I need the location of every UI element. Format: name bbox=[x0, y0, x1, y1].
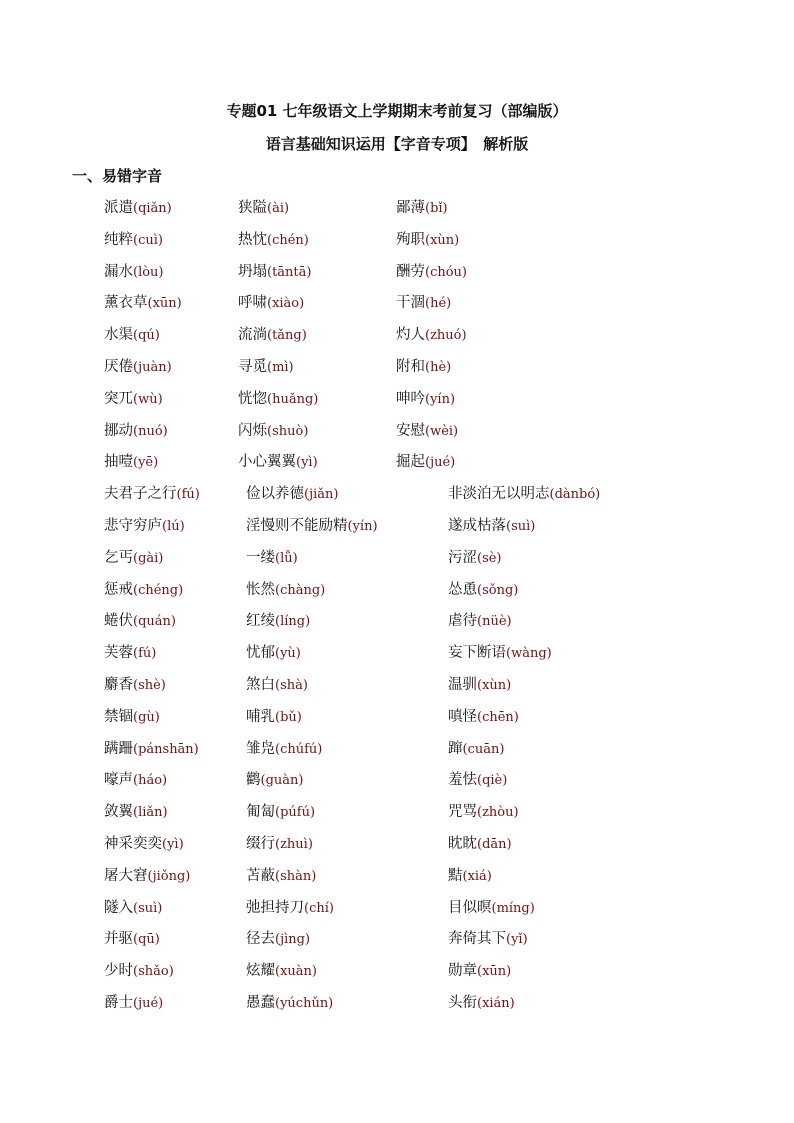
vocab-item bbox=[104, 323, 160, 344]
vocab-item bbox=[396, 355, 451, 376]
vocab-row bbox=[0, 228, 794, 260]
section-heading: 一、易错字音 bbox=[72, 167, 163, 185]
vocab-pinyin: (cuān) bbox=[462, 741, 505, 757]
vocab-row bbox=[0, 991, 794, 1023]
vocab-word: 附和 bbox=[396, 358, 425, 375]
vocab-pinyin: (yù) bbox=[275, 646, 301, 662]
vocab-item bbox=[448, 705, 519, 726]
vocab-pinyin: (gài) bbox=[133, 550, 164, 566]
vocab-pinyin: (lòu) bbox=[133, 264, 164, 280]
vocab-item bbox=[104, 291, 182, 312]
vocab-row bbox=[0, 387, 794, 419]
vocab-word: 黠 bbox=[448, 867, 463, 884]
vocab-item bbox=[396, 260, 467, 281]
vocab-pinyin: (wù) bbox=[133, 391, 163, 407]
vocab-word: 薰衣草 bbox=[104, 295, 148, 312]
vocab-word: 非淡泊无以明志 bbox=[448, 486, 550, 503]
vocab-word: 遂成枯落 bbox=[448, 517, 506, 534]
vocab-pinyin: (chóu) bbox=[425, 264, 467, 280]
vocab-word: 怅然 bbox=[246, 581, 275, 598]
vocab-row bbox=[0, 578, 794, 610]
vocab-row bbox=[0, 896, 794, 928]
vocab-item bbox=[238, 196, 289, 217]
vocab-item bbox=[104, 482, 200, 503]
vocab-word: 蹿 bbox=[448, 740, 463, 757]
vocab-pinyin: (yì) bbox=[296, 455, 318, 471]
vocab-pinyin: (lú) bbox=[162, 518, 185, 534]
vocab-item bbox=[246, 800, 315, 821]
vocab-word: 屠大窘 bbox=[104, 867, 148, 884]
vocab-word: 悲守穷庐 bbox=[104, 517, 162, 534]
vocab-pinyin: (yē) bbox=[133, 455, 159, 471]
vocab-word: 少时 bbox=[104, 963, 133, 980]
vocab-item bbox=[104, 991, 163, 1012]
vocab-item bbox=[448, 864, 492, 885]
vocab-item bbox=[448, 768, 507, 789]
vocab-pinyin: (xùn) bbox=[425, 232, 460, 248]
vocab-item bbox=[238, 450, 318, 471]
vocab-pinyin: (jìng) bbox=[275, 932, 311, 948]
vocab-word: 鹳 bbox=[246, 772, 261, 789]
vocab-item bbox=[238, 387, 318, 408]
vocab-word: 突兀 bbox=[104, 390, 133, 407]
vocab-word: 安慰 bbox=[396, 422, 425, 439]
vocab-word: 匍匐 bbox=[246, 804, 275, 821]
vocab-pinyin: (juàn) bbox=[133, 359, 172, 375]
vocab-word: 蜷伏 bbox=[104, 613, 133, 630]
vocab-pinyin: (yì) bbox=[162, 836, 184, 852]
vocab-pinyin: (nüè) bbox=[477, 614, 512, 630]
vocab-pinyin: (wàng) bbox=[506, 646, 552, 662]
vocab-word: 闪烁 bbox=[238, 422, 267, 439]
vocab-pinyin: (jiǒng) bbox=[147, 868, 191, 884]
vocab-word: 纯粹 bbox=[104, 231, 133, 248]
vocab-item bbox=[104, 737, 199, 758]
vocab-word: 勋章 bbox=[448, 963, 477, 980]
vocab-row bbox=[0, 450, 794, 482]
vocab-word: 抽噎 bbox=[104, 454, 133, 471]
vocab-word: 红绫 bbox=[246, 613, 275, 630]
vocab-pinyin: (chén) bbox=[267, 232, 309, 248]
vocab-item bbox=[396, 323, 467, 344]
vocab-word: 嗔怪 bbox=[448, 708, 477, 725]
vocab-word: 愚蠢 bbox=[246, 994, 275, 1011]
vocab-word: 头衔 bbox=[448, 994, 477, 1011]
vocab-pinyin: (chúfú) bbox=[275, 741, 323, 757]
vocab-pinyin: (zhuì) bbox=[275, 836, 313, 852]
vocab-item bbox=[448, 578, 518, 599]
vocab-row bbox=[0, 482, 794, 514]
vocab-pinyin: (dànbó) bbox=[549, 487, 601, 503]
vocab-word: 厌倦 bbox=[104, 358, 133, 375]
vocab-pinyin: (jué) bbox=[425, 455, 456, 471]
vocab-pinyin: (yúchǔn) bbox=[275, 995, 334, 1011]
vocab-word: 隧入 bbox=[104, 899, 133, 916]
vocab-row bbox=[0, 260, 794, 292]
vocabulary-list bbox=[0, 196, 794, 1023]
vocab-pinyin: (shuò) bbox=[267, 423, 309, 439]
vocab-item bbox=[246, 641, 301, 662]
vocab-word: 弛担持刀 bbox=[246, 899, 304, 916]
vocab-word: 热忱 bbox=[238, 231, 267, 248]
vocab-word: 虐待 bbox=[448, 613, 477, 630]
vocab-word: 小心翼翼 bbox=[238, 454, 296, 471]
vocab-word: 俭以养德 bbox=[246, 486, 304, 503]
vocab-pinyin: (suì) bbox=[506, 518, 536, 534]
vocab-pinyin: (shàn) bbox=[275, 868, 317, 884]
vocab-item bbox=[104, 355, 172, 376]
vocab-item bbox=[246, 959, 317, 980]
document-subtitle: 语言基础知识运用【字音专项】 解析版 bbox=[265, 135, 529, 153]
vocab-row bbox=[0, 800, 794, 832]
vocab-word: 恍惚 bbox=[238, 390, 267, 407]
vocab-pinyin: (liǎn) bbox=[133, 805, 168, 821]
vocab-word: 狭隘 bbox=[238, 200, 267, 216]
vocab-word: 鄙薄 bbox=[396, 200, 425, 216]
vocab-pinyin: (huǎng) bbox=[267, 391, 319, 407]
vocab-word: 殉职 bbox=[396, 231, 425, 248]
vocab-word: 爵士 bbox=[104, 994, 133, 1011]
vocab-pinyin: (bǐ) bbox=[425, 201, 448, 216]
vocab-pinyin: (jué) bbox=[133, 995, 164, 1011]
vocab-pinyin: (dān) bbox=[477, 836, 512, 852]
vocab-item bbox=[238, 419, 308, 440]
vocab-item bbox=[104, 641, 156, 662]
vocab-pinyin: (xūn) bbox=[477, 964, 512, 980]
vocab-pinyin: (wèi) bbox=[425, 423, 459, 439]
vocab-pinyin: (tāntā) bbox=[267, 264, 312, 280]
vocab-pinyin: (zhòu) bbox=[477, 805, 519, 821]
vocab-item bbox=[448, 959, 511, 980]
vocab-row bbox=[0, 323, 794, 355]
vocab-item bbox=[448, 927, 528, 948]
vocab-item bbox=[238, 291, 304, 312]
vocab-pinyin: (míng) bbox=[491, 900, 535, 916]
vocab-row bbox=[0, 705, 794, 737]
vocab-item bbox=[448, 514, 535, 535]
vocab-word: 煞白 bbox=[246, 676, 275, 693]
vocab-pinyin: (lǚ) bbox=[275, 550, 298, 566]
vocab-item bbox=[104, 578, 183, 599]
vocab-item bbox=[104, 450, 158, 471]
vocab-item bbox=[246, 737, 322, 758]
vocab-item bbox=[448, 546, 502, 567]
vocab-pinyin: (shǎo) bbox=[133, 964, 174, 980]
vocab-item bbox=[246, 927, 310, 948]
vocab-pinyin: (zhuó) bbox=[425, 328, 467, 344]
vocab-word: 眈眈 bbox=[448, 835, 477, 852]
vocab-row bbox=[0, 864, 794, 896]
vocab-word: 淫慢则不能励精 bbox=[246, 517, 348, 534]
vocab-pinyin: (qū) bbox=[133, 932, 160, 948]
vocab-row bbox=[0, 419, 794, 451]
vocab-word: 怂恿 bbox=[448, 581, 477, 598]
vocab-item bbox=[246, 578, 325, 599]
vocab-word: 漏水 bbox=[104, 263, 133, 280]
vocab-pinyin: (shè) bbox=[133, 677, 166, 693]
vocab-word: 坍塌 bbox=[238, 263, 267, 280]
vocab-word: 温驯 bbox=[448, 676, 477, 693]
vocab-word: 炫耀 bbox=[246, 963, 275, 980]
vocab-word: 哺乳 bbox=[246, 708, 275, 725]
vocab-word: 蹒跚 bbox=[104, 740, 133, 757]
vocab-pinyin: (nuó) bbox=[133, 423, 168, 439]
vocab-word: 奔倚其下 bbox=[448, 931, 506, 948]
vocab-pinyin: (gù) bbox=[133, 709, 160, 725]
vocab-item bbox=[246, 673, 308, 694]
vocab-word: 缀行 bbox=[246, 835, 275, 852]
vocab-item bbox=[246, 864, 316, 885]
vocab-pinyin: (qiǎn) bbox=[133, 201, 172, 216]
vocab-pinyin: (chéng) bbox=[133, 582, 184, 598]
vocab-row bbox=[0, 291, 794, 323]
vocab-word: 掘起 bbox=[396, 454, 425, 471]
vocab-item bbox=[448, 832, 512, 853]
vocab-row bbox=[0, 832, 794, 864]
vocab-word: 雏凫 bbox=[246, 740, 275, 757]
vocab-item bbox=[246, 609, 310, 630]
vocab-word: 酬劳 bbox=[396, 263, 425, 280]
vocab-item bbox=[104, 927, 160, 948]
vocab-row bbox=[0, 196, 794, 228]
vocab-word: 乞丐 bbox=[104, 549, 133, 566]
vocab-row bbox=[0, 609, 794, 641]
vocab-item bbox=[246, 832, 313, 853]
vocab-item bbox=[246, 546, 298, 567]
vocab-row bbox=[0, 546, 794, 578]
vocab-word: 寻觅 bbox=[238, 358, 267, 375]
vocab-item bbox=[238, 228, 309, 249]
vocab-pinyin: (háo) bbox=[133, 773, 168, 789]
vocab-word: 干涸 bbox=[396, 295, 425, 312]
vocab-item bbox=[104, 832, 184, 853]
vocab-pinyin: (xiào) bbox=[267, 296, 305, 312]
vocab-row bbox=[0, 959, 794, 991]
vocab-item bbox=[238, 260, 311, 281]
vocab-item bbox=[448, 800, 519, 821]
vocab-pinyin: (qú) bbox=[133, 328, 160, 344]
vocab-row bbox=[0, 737, 794, 769]
vocab-pinyin: (bǔ) bbox=[275, 709, 302, 725]
vocab-item bbox=[246, 991, 333, 1012]
vocab-pinyin: (xuàn) bbox=[275, 964, 317, 980]
vocab-word: 麝香 bbox=[104, 676, 133, 693]
vocab-item bbox=[396, 228, 459, 249]
vocab-row bbox=[0, 641, 794, 673]
vocab-pinyin: (chàng) bbox=[275, 582, 326, 598]
vocab-item bbox=[246, 705, 302, 726]
vocab-word: 目似暝 bbox=[448, 899, 492, 916]
vocab-word: 污涩 bbox=[448, 549, 477, 566]
vocab-word: 咒骂 bbox=[448, 804, 477, 821]
vocab-pinyin: (suì) bbox=[133, 900, 163, 916]
vocab-pinyin: (sè) bbox=[477, 550, 502, 566]
vocab-item bbox=[448, 737, 504, 758]
vocab-pinyin: (guàn) bbox=[260, 773, 304, 789]
vocab-item bbox=[448, 482, 600, 503]
vocab-item bbox=[104, 800, 168, 821]
vocab-row bbox=[0, 927, 794, 959]
vocab-item bbox=[104, 387, 163, 408]
vocab-word: 敛翼 bbox=[104, 804, 133, 821]
vocab-item bbox=[246, 514, 378, 535]
vocab-word: 并驱 bbox=[104, 931, 133, 948]
vocab-word: 水渠 bbox=[104, 327, 133, 344]
vocab-item bbox=[246, 768, 303, 789]
vocab-word: 羞怯 bbox=[448, 772, 477, 789]
vocab-pinyin: (yín) bbox=[425, 391, 456, 407]
document-title: 专题01 七年级语文上学期期末考前复习（部编版） bbox=[226, 102, 568, 120]
vocab-word: 禁锢 bbox=[104, 708, 133, 725]
vocab-pinyin: (xián) bbox=[477, 995, 515, 1011]
vocab-item bbox=[448, 673, 511, 694]
vocab-item bbox=[246, 896, 334, 917]
vocab-item bbox=[396, 291, 451, 312]
vocab-pinyin: (xiá) bbox=[462, 868, 492, 884]
vocab-item bbox=[104, 705, 160, 726]
vocab-pinyin: (chí) bbox=[304, 900, 334, 916]
vocab-row bbox=[0, 673, 794, 705]
vocab-pinyin: (hè) bbox=[425, 359, 452, 375]
vocab-word: 挪动 bbox=[104, 422, 133, 439]
vocab-pinyin: (qiè) bbox=[477, 773, 508, 789]
vocab-pinyin: (fú) bbox=[176, 487, 200, 503]
vocab-pinyin: (shà) bbox=[275, 677, 308, 693]
vocab-pinyin: (jiǎn) bbox=[304, 487, 339, 503]
vocab-item bbox=[238, 323, 307, 344]
vocab-item bbox=[104, 196, 172, 217]
vocab-pinyin: (hé) bbox=[425, 296, 452, 312]
vocab-pinyin: (chēn) bbox=[477, 709, 519, 725]
vocab-word: 妄下断语 bbox=[448, 645, 506, 662]
vocab-pinyin: (líng) bbox=[275, 614, 311, 630]
vocab-row bbox=[0, 514, 794, 546]
vocab-item bbox=[104, 896, 162, 917]
vocab-row bbox=[0, 768, 794, 800]
vocab-item bbox=[104, 673, 166, 694]
vocab-item bbox=[396, 450, 455, 471]
vocab-word: 派遣 bbox=[104, 200, 133, 216]
vocab-word: 呼啸 bbox=[238, 295, 267, 312]
vocab-item bbox=[448, 991, 515, 1012]
vocab-item bbox=[104, 260, 164, 281]
vocab-pinyin: (yín) bbox=[347, 518, 378, 534]
vocab-item bbox=[104, 514, 185, 535]
vocab-word: 芙蓉 bbox=[104, 645, 133, 662]
vocab-item bbox=[104, 228, 163, 249]
vocab-word: 神采奕奕 bbox=[104, 835, 162, 852]
vocab-item bbox=[396, 196, 448, 217]
vocab-pinyin: (mì) bbox=[267, 359, 294, 375]
vocab-pinyin: (xùn) bbox=[477, 677, 512, 693]
vocab-item bbox=[396, 387, 455, 408]
vocab-item bbox=[104, 959, 174, 980]
vocab-word: 一缕 bbox=[246, 549, 275, 566]
vocab-word: 苫蔽 bbox=[246, 867, 275, 884]
vocab-pinyin: (quán) bbox=[133, 614, 176, 630]
vocab-item bbox=[104, 864, 190, 885]
vocab-word: 径去 bbox=[246, 931, 275, 948]
vocab-word: 夫君子之行 bbox=[104, 486, 177, 503]
vocab-pinyin: (cuì) bbox=[133, 232, 163, 248]
vocab-word: 惩戒 bbox=[104, 581, 133, 598]
vocab-word: 流淌 bbox=[238, 327, 267, 344]
vocab-pinyin: (pánshān) bbox=[133, 741, 199, 757]
vocab-word: 忧郁 bbox=[246, 645, 275, 662]
vocab-item bbox=[396, 419, 458, 440]
vocab-item bbox=[104, 609, 176, 630]
vocab-item bbox=[104, 546, 163, 567]
vocab-row bbox=[0, 355, 794, 387]
vocab-item bbox=[246, 482, 338, 503]
vocab-word: 嚎声 bbox=[104, 772, 133, 789]
vocab-pinyin: (xūn) bbox=[147, 296, 182, 312]
vocab-pinyin: (púfú) bbox=[275, 805, 316, 821]
vocab-item bbox=[238, 355, 294, 376]
vocab-pinyin: (sǒng) bbox=[477, 582, 519, 598]
vocab-word: 呻吟 bbox=[396, 390, 425, 407]
vocab-word: 灼人 bbox=[396, 327, 425, 344]
vocab-item bbox=[104, 419, 168, 440]
vocab-item bbox=[448, 609, 512, 630]
vocab-item bbox=[448, 896, 535, 917]
vocab-pinyin: (tǎng) bbox=[267, 328, 307, 344]
vocab-item bbox=[104, 768, 167, 789]
vocab-item bbox=[448, 641, 552, 662]
vocab-pinyin: (yǐ) bbox=[506, 932, 528, 948]
vocab-pinyin: (fú) bbox=[133, 646, 157, 662]
vocab-pinyin: (ài) bbox=[267, 201, 290, 216]
